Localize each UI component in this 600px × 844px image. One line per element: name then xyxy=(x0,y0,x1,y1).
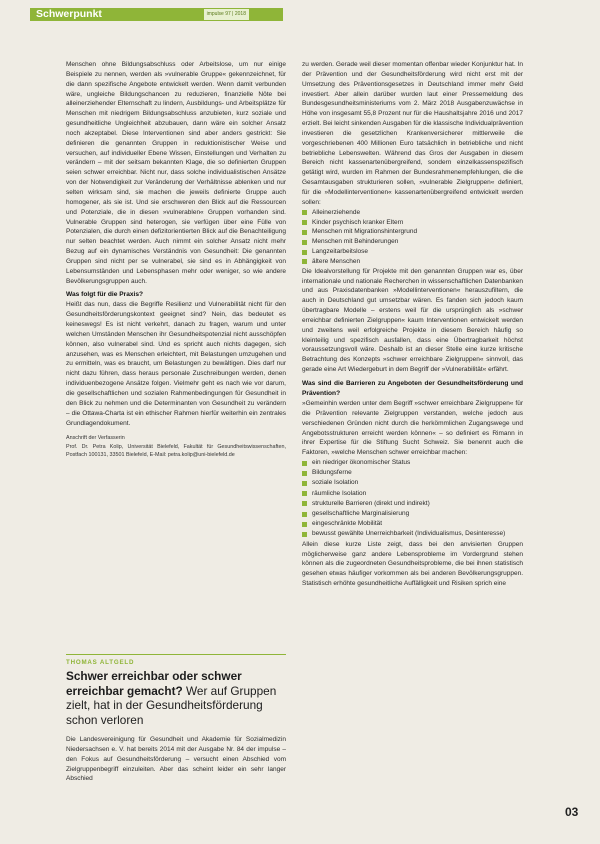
barrier-factor-list xyxy=(302,458,523,540)
bullet-square-icon xyxy=(302,220,307,225)
issue-label: impulse 97 | 2018 xyxy=(204,9,249,20)
list-item: eingeschränkte Mobilität xyxy=(302,519,523,529)
list-item: Kinder psychisch kranker Eltern xyxy=(302,218,523,228)
bullet-square-icon xyxy=(302,240,307,245)
article-lead: Die Landesvereinigung für Gesundheit und Akademie für Sozialmedizin Niedersachsen e. V. hat bereits 2014 mit der Ausgabe Nr. 84 der impulse – den Fokus auf Gesundheitsförderung – versucht einen Abschied vom Zielgruppenbegriff einzuleiten. Aber das scheint leider ein sehr langer Abschied xyxy=(66,736,286,783)
right-paragraph-3: »Gemeinhin werden unter dem Begriff »schwer erreichbare Zielgruppen« für die Prävention relevante Zielgruppen verstanden, welche jedoch aus verschiedenen Gründen nicht durch die herkömmlichen Zugangswege und Angebotsstrukturen erreicht werden können« – so definiert es Rimann in ihrer Expertise für die Stiftung Sucht Schweiz. Sie benennt auch die Faktoren, »welche Menschen schwer erreichbar machen: xyxy=(302,400,523,457)
right-paragraph-1: zu werden. Gerade weil dieser momentan offenbar wieder Konjunktur hat. In der Prävention und der Gesundheitsförderung wird nicht erst mit der Umsetzung des Präventionsgesetzes in Deutschland immer mehr Geld investiert. Aber allein darüber wurden laut einer Pressemeldung des Bundesgesundheitsministeriums vom 2. März 2018 Ausgabenzuwächse in Höhe von insgesamt 55,8 Prozent nur für die Haushaltsjahre 2016 und 2017 erzielt. Bei leicht sinkenden Ausgaben für die klassische Individualprävention investieren die gesetzlichen Krankenversicherer mittlerweile die vorgeschriebenen 400 Millionen Euro tatsächlich in betriebliche und nicht betriebliche Lebenswelten. Während das Gros der Ausgaben in diesem Bereich nicht kassenartenübergreifend, sondern einzelkassenspezifisch getätigt wird, wurden im Rahmen der Bundesrahmenempfehlungen, die die Gesamtausgaben strukturieren sollen, »vulnerable Zielgruppen« definiert, für die »Modellinterventionen« kassenartenübergreifend entwickelt werden sollen: xyxy=(302,61,523,206)
article-author: THOMAS ALTGELD xyxy=(66,659,135,666)
list-item: ältere Menschen xyxy=(302,257,523,267)
article-title xyxy=(66,669,292,727)
bullet-square-icon xyxy=(302,512,307,517)
right-column xyxy=(302,60,523,589)
bullet-square-icon xyxy=(302,461,307,466)
author-address xyxy=(66,434,286,460)
bullet-square-icon xyxy=(302,532,307,537)
section-header-bar xyxy=(30,8,283,21)
list-item: ein niedriger ökonomischer Status xyxy=(302,458,523,468)
bullet-square-icon xyxy=(302,491,307,496)
bullet-square-icon xyxy=(302,522,307,527)
bullet-square-icon xyxy=(302,250,307,255)
list-item: soziale Isolation xyxy=(302,478,523,488)
author-address-label: Anschrift der Verfasserin xyxy=(66,435,125,442)
right-paragraph-4: Allein diese kurze Liste zeigt, dass bei den anvisierten Gruppen möglicherweise ganz andere Lebensprobleme im Vordergrund stehen können als die zugeordneten Gesundheitsprobleme, die bei ihnen statistisch gesehen etwas häufiger vorkommen als bei anderen Bevölkerungsgruppen. Statistisch erhöhte gesundheitliche Auffälligkeit und Risiken sprich eine xyxy=(302,540,523,588)
article-title-bold: Schwer erreichbar oder schwer erreichbar gemacht? xyxy=(66,669,242,698)
list-item: strukturelle Barrieren (direkt und indirekt) xyxy=(302,499,523,509)
section-title: Schwerpunkt xyxy=(36,8,102,20)
bullet-square-icon xyxy=(302,501,307,506)
bullet-square-icon xyxy=(302,230,307,235)
right-paragraph-2: Die Idealvorstellung für Projekte mit den genannten Gruppen war es, über internationale und nationale Recherchen in wissenschaftlichen Datenbanken und aus Praxisdatenbanken »Modellinterventionen« herauszufiltern, die auch in Deutschland gut umsetzbar wären. Es fanden sich jedoch kaum übertragbare Modelle – erstens weil für die ursprünglich als »schwer erreichbar definierten Zielgruppen« kaum Interventionen entwickelt werden und zweitens weil erfolgreiche Projekte in diesem Bereich häufig so kleinteilig und spezifisch ausfallen, dass eine Übertragbarkeit höchst voraussetzungsvoll wäre. Deshalb ist an dieser Stelle eine kurze kritische Betrachtung des Konzepts »schwer erreichbare Zielgruppen« sinnvoll, das gerade eine Art Wiedergeburt in dem Begriff der »Vulnerabilität« erfährt. xyxy=(302,267,523,374)
bullet-square-icon xyxy=(302,210,307,215)
bullet-square-icon xyxy=(302,481,307,486)
article-divider xyxy=(66,654,286,655)
article-title-rest: Wer auf Gruppen zielt, hat in der Gesundheitsförderung schon verloren xyxy=(66,683,277,727)
list-item: gesellschaftliche Marginalisierung xyxy=(302,509,523,519)
target-group-list xyxy=(302,208,523,267)
left-column xyxy=(66,60,286,460)
list-item: räumliche Isolation xyxy=(302,489,523,499)
page-number: 03 xyxy=(565,805,579,819)
left-paragraph: Menschen ohne Bildungsabschluss oder Arbeitslose, um nur einige Beispiele zu nennen, werden als »vulnerable Gruppe« gekennzeichnet, für die dann spezifische Angebote entwickelt werden. Wenn damit verbunden wäre, ungleiche Bildungschancen zu reduzieren, finanzielle Nöte bei alleinerziehender Elternschaft zu lindern, Ausbildungs- und Arbeitsplätze für Menschen mit niedrigem Bildungsabschluss anzubieten, kurz soziale und gesundheitliche Ungleichheit abzubauen, dann wäre ein solcher Ansatz noch akzeptabel. Diese Interventionen sind aber anders gestrickt: Sie definieren die genannten Gruppen in reduktionistischer Weise und versuchen, auf individueller Ebene Wissen, Einstellungen und Verhalten zu verändern – mit der seitsam bekannten Klage, die so definierten Gruppen seien schwer erreichbar. Nicht nur, dass solche individualistischen Ansätze von der Notwendigkeit zur Veränderung der Verhältnisse ablenken und nur selten wirksam sind, sie machen die jeweils definierte Gruppe auch homogener, als sie ist. Und sie erschweren den Blick auf die Ressourcen und Potenziale, die in diesen »vulnerablen« Gruppen vorhanden sind. Vulnerable Gruppen sind heterogen, sie verfügen über eine Fülle von Potenzialen, die durch einen defizitorientierten Blick auf die Benachteiligung nur selten beachtet werden. Auch nimmt ein solcher Ansatz nicht mehr Bezug auf ein dynamisches Verständnis von Gesundheit: Die genannten Gruppen sind nicht per se vulnerabel, sie sind es in Abhängigkeit von Lebensumständen und Lebensphasen mehr oder weniger, so wie andere Bevölkerungsgruppen auch. xyxy=(66,61,286,285)
list-item: Langzeitarbeitslose xyxy=(302,247,523,257)
bullet-square-icon xyxy=(302,471,307,476)
author-address-text: Prof. Dr. Petra Kolip, Universität Bielefeld, Fakultät für Gesundheitswissenschaften, Postfach 100131, 33501 Bielefeld, E-Mail: petra.kolip@uni-bielefeld.de xyxy=(66,443,286,459)
list-item: bewusst gewählte Unerreichbarkeit (Individualismus, Desinteresse) xyxy=(302,529,523,539)
list-item: Menschen mit Behinderungen xyxy=(302,237,523,247)
bullet-square-icon xyxy=(302,259,307,264)
left-paragraph-2: Heißt das nun, dass die Begriffe Resilienz und Vulnerabilität nicht für den Gesundheitsförderungskontext geeignet sind? Nein, das bedeutet es keineswegs! Es ist nicht verkehrt, danach zu fragen, warum und unter welchen Umständen Menschen ihr Gesundheitspotenzial nicht ausschöpfen können, also vulnerabel sind. Und es spricht auch nichts dagegen, sich anzusehen, was es Menschen erleichtert, mit Belastungen umzugehen und zu ermitteln, was es braucht, um Belastungen zu bewältigen. Dies darf nur nicht dazu führen, dass heraus personale Zuschreibungen werden, denen individuenbezogene Ansätze folgen. Vielmehr geht es nach wie vor darum, die gesellschaftlichen und sozialen Rahmenbedingungen für Gesundheit in den Blick zu nehmen und die Determinanten von Gesundheit zu verändern – die Ottawa-Charta ist ein ethischer Rahmen hierfür weiterhin ein zentrales Grundlagendokument. xyxy=(66,301,286,427)
list-item: Bildungsferne xyxy=(302,468,523,478)
right-heading: Was sind die Barrieren zu Angeboten der Gesundheitsförderung und Prävention? xyxy=(302,380,523,397)
left-heading: Was folgt für die Praxis? xyxy=(66,291,144,299)
list-item: Alleinerziehende xyxy=(302,208,523,218)
list-item: Menschen mit Migrationshintergrund xyxy=(302,227,523,237)
